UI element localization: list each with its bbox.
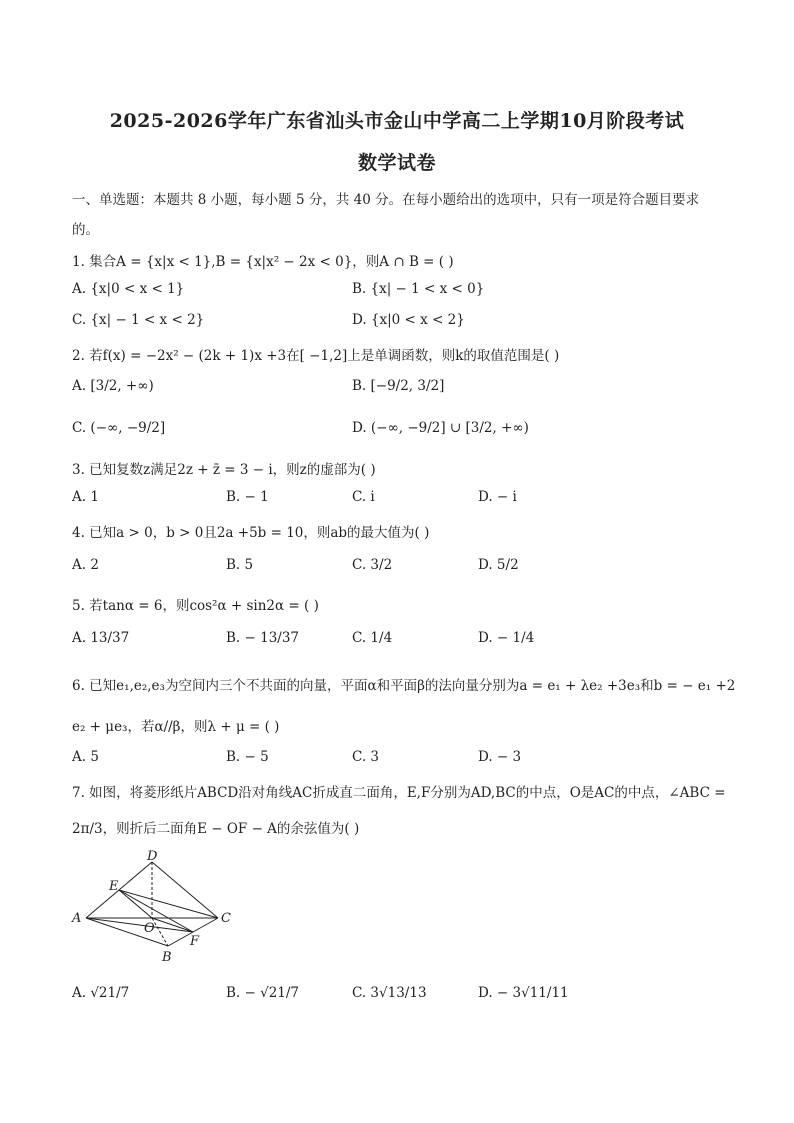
question-7-option-c[interactable]: C. 3√13/13 — [352, 985, 427, 1001]
question-7-stem: 7. 如图，将菱形纸片ABCD沿对角线AC折成直二面角，E,F分别为AD,BC的中点，O是AC的中点，∠ABC = — [72, 785, 726, 801]
question-1-option-c[interactable]: C. {x| − 1 < x < 2} — [72, 312, 205, 328]
question-6-option-b[interactable]: B. − 5 — [226, 749, 269, 765]
label-c: C — [221, 911, 231, 926]
question-5-option-a[interactable]: A. 13/37 — [72, 630, 130, 646]
label-o: O — [144, 921, 155, 936]
question-4-option-a[interactable]: A. 2 — [72, 557, 99, 573]
question-1-option-a[interactable]: A. {x|0 < x < 1} — [72, 281, 185, 297]
segment-ec — [119, 890, 218, 918]
question-5-option-c[interactable]: C. 1/4 — [352, 630, 393, 646]
question-7-option-b[interactable]: B. − √21/7 — [226, 985, 300, 1001]
question-6-stem: 6. 已知e₁,e₂,e₃为空间内三个不共面的向量，平面α和平面β的法向量分别为a = e₁ + λe₂ +3e₃和b = − e₁ +2 — [72, 678, 736, 694]
label-b: B — [162, 950, 172, 965]
question-2-stem: 2. 若f(x) = −2x² − (2k + 1)x +3在[ −1,2]上是单调函数，则k的取值范围是( ) — [72, 348, 560, 364]
question-3-stem: 3. 已知复数z满足2z + z̄ = 3 − i，则z的虚部为( ) — [72, 462, 376, 478]
question-7-option-d[interactable]: D. − 3√11/11 — [478, 985, 569, 1001]
question-4-option-c[interactable]: C. 3/2 — [352, 557, 393, 573]
question-6-option-c[interactable]: C. 3 — [352, 749, 380, 765]
question-3-option-b[interactable]: B. − 1 — [226, 489, 269, 505]
exam-title: 2025-2026学年广东省汕头市金山中学高二上学期10月阶段考试 — [109, 110, 685, 132]
question-5-option-b[interactable]: B. − 13/37 — [226, 630, 300, 646]
question-2-option-b[interactable]: B. [−9/2, 3/2] — [352, 378, 445, 394]
question-1-option-b[interactable]: B. {x| − 1 < x < 0} — [352, 281, 485, 297]
section-instructions: 一、单选题：本题共 8 小题，每小题 5 分，共 40 分。在每小题给出的选项中，只有一项是符合题目要求 — [72, 192, 700, 208]
edge-dc — [152, 862, 218, 918]
question-6-stem-cont: e₂ + μe₃，若α//β，则λ + μ = ( ) — [72, 719, 280, 735]
label-a: A — [72, 911, 82, 926]
question-4-option-b[interactable]: B. 5 — [226, 557, 254, 573]
segment-af — [86, 918, 193, 932]
exam-subtitle: 数学试卷 — [357, 152, 436, 174]
question-4-stem: 4. 已知a > 0，b > 0且2a +5b = 10，则ab的最大值为( ) — [72, 525, 430, 541]
section-instructions-cont: 的。 — [72, 222, 99, 238]
question-2-option-c[interactable]: C. (−∞, −9/2] — [72, 420, 166, 436]
question-6-option-d[interactable]: D. − 3 — [478, 749, 522, 765]
question-1-option-d[interactable]: D. {x|0 < x < 2} — [352, 312, 465, 328]
question-1-stem: 1. 集合A = {x|x < 1},B = {x|x² − 2x < 0}，则A ∩ B = ( ) — [72, 254, 454, 270]
question-5-stem: 5. 若tanα = 6，则cos²α + sin2α = ( ) — [72, 598, 319, 614]
label-e: E — [109, 879, 119, 894]
segment-ef — [119, 890, 193, 932]
question-7-option-a[interactable]: A. √21/7 — [72, 985, 130, 1001]
question-7-stem-cont: 2π/3，则折后二面角E − OF − A的余弦值为( ) — [72, 821, 360, 837]
question-3-option-c[interactable]: C. i — [352, 489, 375, 505]
question-6-option-a[interactable]: A. 5 — [72, 749, 99, 765]
question-3-option-d[interactable]: D. − i — [478, 489, 517, 505]
label-d: D — [147, 850, 158, 864]
question-2-option-a[interactable]: A. [3/2, +∞) — [72, 378, 154, 394]
rhombus-fold-figure — [68, 850, 238, 965]
edge-ab — [86, 918, 168, 946]
question-5-option-d[interactable]: D. − 1/4 — [478, 630, 535, 646]
question-2-option-d[interactable]: D. (−∞, −9/2] ∪ [3/2, +∞) — [352, 420, 529, 436]
question-3-option-a[interactable]: A. 1 — [72, 489, 99, 505]
label-f: F — [190, 934, 200, 949]
question-4-option-d[interactable]: D. 5/2 — [478, 557, 519, 573]
